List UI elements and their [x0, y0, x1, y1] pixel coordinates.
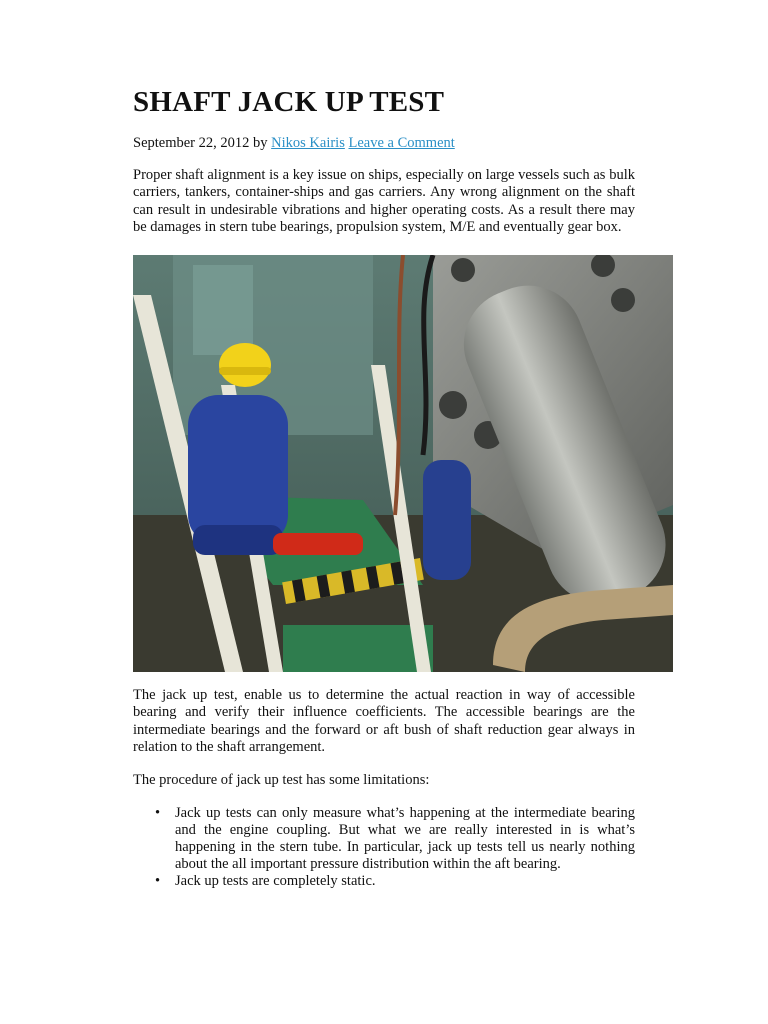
paragraph-limitations: The procedure of jack up test has some limitations: — [133, 772, 430, 788]
leave-comment-link[interactable]: Leave a Comment — [348, 135, 455, 151]
engine-room-illustration — [133, 255, 673, 672]
engine-room-photo — [133, 255, 673, 672]
page-title: SHAFT JACK UP TEST — [133, 86, 445, 118]
list-item-text: Jack up tests can only measure what’s happening at the intermediate bearing and the engine coupling. But what we are really interested in is what’s happening in the stern tube. In particular, jack up tests tell us nearly nothing about the all important pressure distribution within the aft bearing. — [175, 805, 635, 873]
list-item-text: Jack up tests are completely static. — [175, 873, 376, 890]
limitations-list — [133, 805, 635, 890]
post-meta — [133, 135, 455, 152]
author-link[interactable]: Nikos Kairis — [271, 135, 345, 151]
list-item — [133, 873, 635, 890]
list-item — [133, 805, 635, 873]
post-date: September 22, 2012 by — [133, 135, 268, 151]
bullet-icon: • — [155, 873, 161, 890]
paragraph-jack-up-test: The jack up test, enable us to determine the actual reaction in way of accessible bearing and verify their influence coefficients. The accessible bearings are the intermediate bearings and the forward or aft bush of shaft reduction gear always in relation to the shaft arrangement. — [133, 687, 635, 755]
bullet-icon: • — [155, 805, 161, 821]
paragraph-intro: Proper shaft alignment is a key issue on ships, especially on large vessels such as bulk carriers, tankers, container-ships and gas carriers. Any wrong alignment on the shaft can result in undesirable vibrations and higher operating costs. As a result there may be damages in stern tube bearings, propulsion system, M/E and eventually gear box. — [133, 167, 635, 235]
